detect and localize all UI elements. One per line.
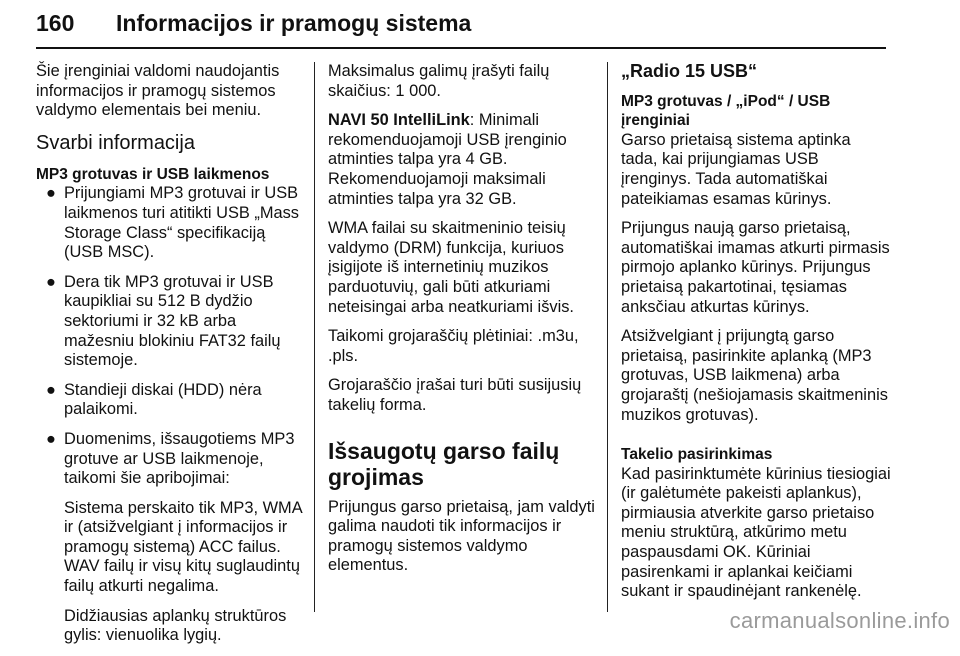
list-item-text: Duomenims, išsaugotiems MP3 grotuve ar USB laikmenoje, taikomi šie apribojimai: (64, 429, 295, 488)
indented-paragraph: Sistema perskaito tik MP3, WMA ir (atsižvelgiant į informacijos ir pramogų sistemą) ACC failus. WAV failų ir visų kitų suglaudintų failų atkurti negalima. (64, 498, 302, 596)
subheading-mp3-usb: MP3 grotuvas ir USB laikmenos (36, 165, 270, 183)
bullet-icon: ● (46, 272, 56, 291)
paragraph-detect: Garso prietaisą sistema aptinka tada, kai prijungiamas USB įrenginys. Tada automatiškai pateikiamas esamas kūrinys. (621, 130, 851, 208)
paragraph-playlists: Taikomi grojaraščių plėtiniai: .m3u, .pls. (328, 327, 579, 365)
paragraph-max-files: Maksimalus galimų įrašyti failų skaičius: 1 000. (328, 62, 550, 100)
bullet-icon: ● (46, 380, 56, 399)
section-heading-radio15usb: „Radio 15 USB“ (621, 61, 758, 81)
list-item (36, 273, 304, 371)
section-heading-important: Svarbi informacija (36, 131, 195, 154)
watermark: carmanualsonline.info (729, 608, 950, 633)
intro-paragraph: Šie įrenginiai valdomi naudojantis informacijos ir pramogų sistemos valdymo elementais bei meniu. (36, 62, 280, 120)
list-item-text: Standieji diskai (HDD) nėra palaikomi. (64, 380, 262, 419)
column-2 (328, 62, 596, 586)
list-item (36, 381, 304, 420)
bullet-icon: ● (46, 184, 56, 203)
page-title: Informacijos ir pramogų sistema (116, 10, 472, 36)
header-rule (36, 47, 886, 49)
column-1 (36, 62, 304, 656)
bullet-icon: ● (46, 429, 56, 448)
indented-paragraph: Didžiausias aplankų struktūros gylis: vienuolika lygių. (64, 606, 287, 645)
paragraph-navi50 (328, 111, 596, 209)
column-divider-2 (607, 62, 608, 612)
list-item (36, 184, 304, 262)
requirements-list (36, 184, 304, 488)
paragraph-wma-drm: WMA failai su skaitmeninio teisių valdymo (DRM) funkcija, kuriuos įsigijote iš internetinių muzikos parduotuvių, gali būti atkuriami neteisingai arba neatkuriami išvis. (328, 219, 574, 316)
paragraph-track-selection: Kad pasirinktumėte kūrinius tiesiogiai (ir galėtumėte pakeisti aplankus), pirmiausia atverkite garso prietaiso meniu struktūrą, atkūrimo metu paspausdami OK. Kūriniai pasirenkami ir aplankai keičiami sukant ir spaudinėjant rankenėlę. (621, 464, 891, 601)
paragraph-playlist-entries: Grojaraščio įrašai turi būti susijusių takelių forma. (328, 376, 582, 414)
column-3 (621, 62, 891, 612)
paragraph-select-folder: Atsižvelgiant į prijungtą garso prietaisą, pasirinkite aplanką (MP3 grotuvas, USB laikmena) arba grojaraštį (nešiojamasis skaitmeninis muzikos grotuvas). (621, 327, 888, 424)
term-navi50: NAVI 50 IntelliLink (328, 111, 470, 130)
page-number: 160 (36, 10, 75, 36)
list-item-text: Dera tik MP3 grotuvai ir USB kaupikliai su 512 B dydžio sektoriumi ir 32 kB arba mažesniu blokiniu FAT32 failų sistemoje. (64, 272, 281, 370)
paragraph-playback-control: Prijungus garso prietaisą, jam valdyti galima naudoti tik informacijos ir pramogų sistemos valdymo elementus. (328, 497, 595, 575)
subheading-devices: MP3 grotuvas / „iPod“ / USB įrenginiai (621, 92, 831, 130)
column-divider-1 (314, 62, 315, 612)
section-heading-playback: Išsaugotų garso failų grojimas (328, 437, 560, 490)
paragraph-navi50-text: : Minimali rekomenduojamoji USB įrenginio atminties talpa yra 4 GB. Rekomenduojamoji maksimali atminties talpa yra 32 GB. (328, 111, 567, 208)
list-item (36, 430, 304, 489)
list-item-text: Prijungiami MP3 grotuvai ir USB laikmenos turi atitikti USB „Mass Storage Class“ specifikaciją (USB MSC). (64, 184, 299, 262)
paragraph-new-device: Prijungus naują garso prietaisą, automatiškai imamas atkurti pirmasis pirmojo aplanko kūrinys. Prijungus prietaisą pakartotinai, tęsiamas anksčiau atkurtas kūrinys. (621, 219, 890, 316)
subheading-track-selection: Takelio pasirinkimas (621, 446, 773, 464)
page-header (36, 4, 886, 44)
